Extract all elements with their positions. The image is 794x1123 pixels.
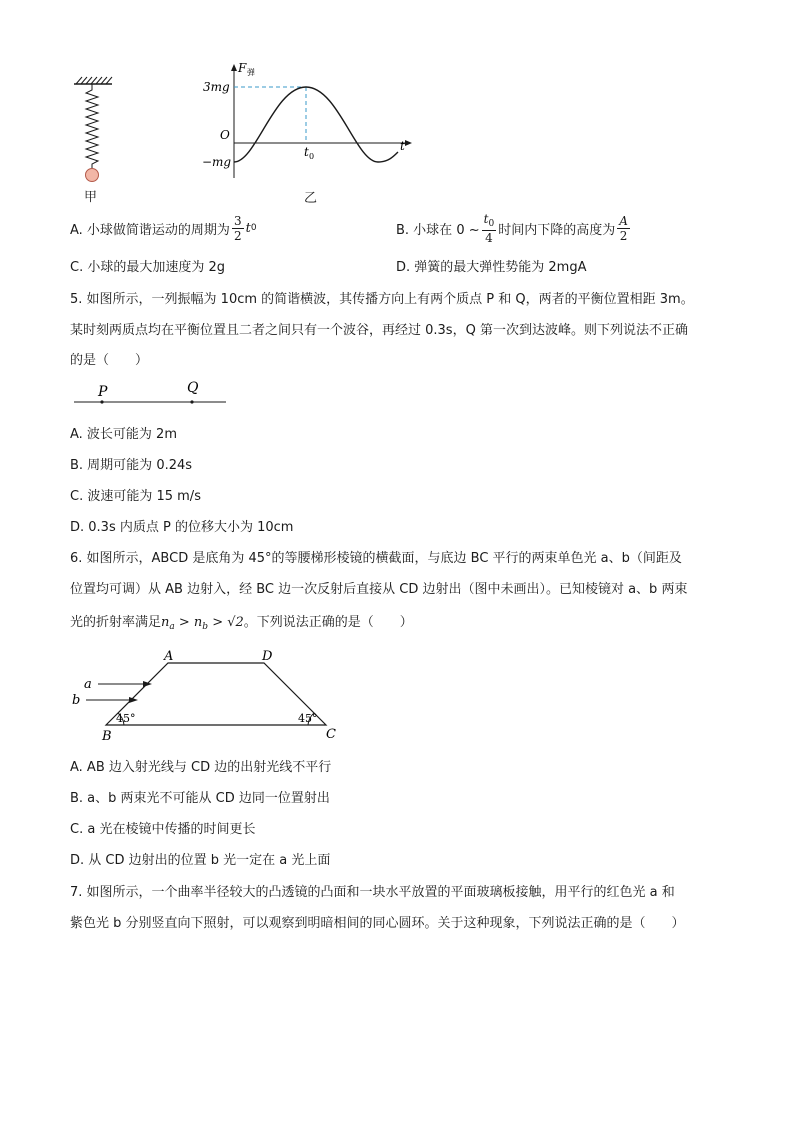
ray-a-label: a xyxy=(84,677,92,692)
q5-stem-line2: 某时刻两质点均在平衡位置且二者之间只有一个波谷，再经过 0.3s，Q 第一次到达波峰。则下列说法不正确 xyxy=(70,323,688,338)
q5-stem-line3: 的是（ ） xyxy=(70,353,149,368)
q6-stem-line2: 位置均可调）从 AB 边射入，经 BC 边一次反射后直接从 CD 边射出（图中未画出）。已知棱镜对 a、b 两束 xyxy=(70,582,688,597)
q6-option-d[interactable]: D. 从 CD 边射出的位置 b 光一定在 a 光上面 xyxy=(70,853,331,868)
vertex-d-label: D xyxy=(262,649,273,664)
q6-option-a[interactable]: A. AB 边入射光线与 CD 边的出射光线不平行 xyxy=(70,760,332,775)
point-p-label: P xyxy=(98,384,108,400)
t0-label: t xyxy=(304,145,309,159)
vertex-b-label: B xyxy=(102,729,112,743)
q6-option-b[interactable]: B. a、b 两束光不可能从 CD 边同一位置射出 xyxy=(70,791,330,806)
q4-option-a[interactable]: A. 小球做简谐运动的周期为 $\frac{3}{2}$ t 0 xyxy=(70,213,257,243)
fraction-a-2: $\frac{A}{2}$ xyxy=(619,213,628,243)
ray-b-label: b xyxy=(72,693,81,708)
force-time-graph xyxy=(196,60,426,185)
q7-stem-line2: 紫色光 b 分别竖直向下照射，可以观察到明暗相间的同心圆环。关于这种现象，下列说法正确的是（ ） xyxy=(70,916,685,931)
wave-points-figure xyxy=(70,376,240,410)
q5-option-a[interactable]: A. 波长可能为 2m xyxy=(70,427,177,442)
q5-option-c[interactable]: C. 波速可能为 15 m/s xyxy=(70,489,201,504)
x-axis-label: t xyxy=(400,139,405,153)
origin-label: O xyxy=(220,128,230,142)
q5-option-b[interactable]: B. 周期可能为 0.24s xyxy=(70,458,193,473)
prism-figure xyxy=(66,648,356,743)
q4-option-d[interactable]: D. 弹簧的最大弹性势能为 2mgA xyxy=(396,260,587,275)
fig-jia-label: 甲 xyxy=(84,190,98,205)
q5-option-d[interactable]: D. 0.3s 内质点 P 的位移大小为 10cm xyxy=(70,520,294,535)
q6-option-c[interactable]: C. a 光在棱镜中传播的时间更长 xyxy=(70,822,256,837)
q4-option-b[interactable]: B. 小球在 0 ~ $\frac{t_0}{4}$ 时间内下降的高度为 $\frac{A}{2}$ xyxy=(396,211,628,245)
angle-left-label: 45° xyxy=(116,712,136,725)
fraction-3-2: $\frac{3}{2}$ xyxy=(233,213,242,243)
y-axis-label: F xyxy=(238,61,247,75)
t0-sub: 0 xyxy=(309,152,315,161)
fraction-t0-4: $\frac{t_0}{4}$ xyxy=(483,211,495,245)
q7-stem-line1: 7. 如图所示，一个曲率半径较大的凸透镜的凸面和一块水平放置的平面玻璃板接触，用平行的红色光 a 和 xyxy=(70,885,675,900)
q5-stem-line1: 5. 如图所示，一列振幅为 10cm 的简谐横波，其传播方向上有两个质点 P 和 Q，两者的平衡位置相距 3m。 xyxy=(70,292,694,307)
point-q-label: Q xyxy=(187,380,199,396)
spring-figure xyxy=(66,74,126,194)
q4-option-c[interactable]: C. 小球的最大加速度为 2g xyxy=(70,260,225,275)
q6-stem-line3: 光的折射率满足$n_a > n_b > √2$。下列说法正确的是（ ） xyxy=(70,615,413,632)
vertex-c-label: C xyxy=(326,727,336,742)
y-axis-sub: 弹 xyxy=(247,68,255,77)
angle-right-label: 45° xyxy=(298,712,318,725)
bottom-tick-label: −mg xyxy=(202,155,232,169)
top-tick-label: 3mg xyxy=(203,80,230,94)
fig-yi-label: 乙 xyxy=(304,191,318,206)
vertex-a-label: A xyxy=(164,649,174,664)
q6-stem-line1: 6. 如图所示，ABCD 是底角为 45°的等腰梯形棱镜的横截面，与底边 BC 平行的两束单色光 a、b（间距及 xyxy=(70,551,682,566)
